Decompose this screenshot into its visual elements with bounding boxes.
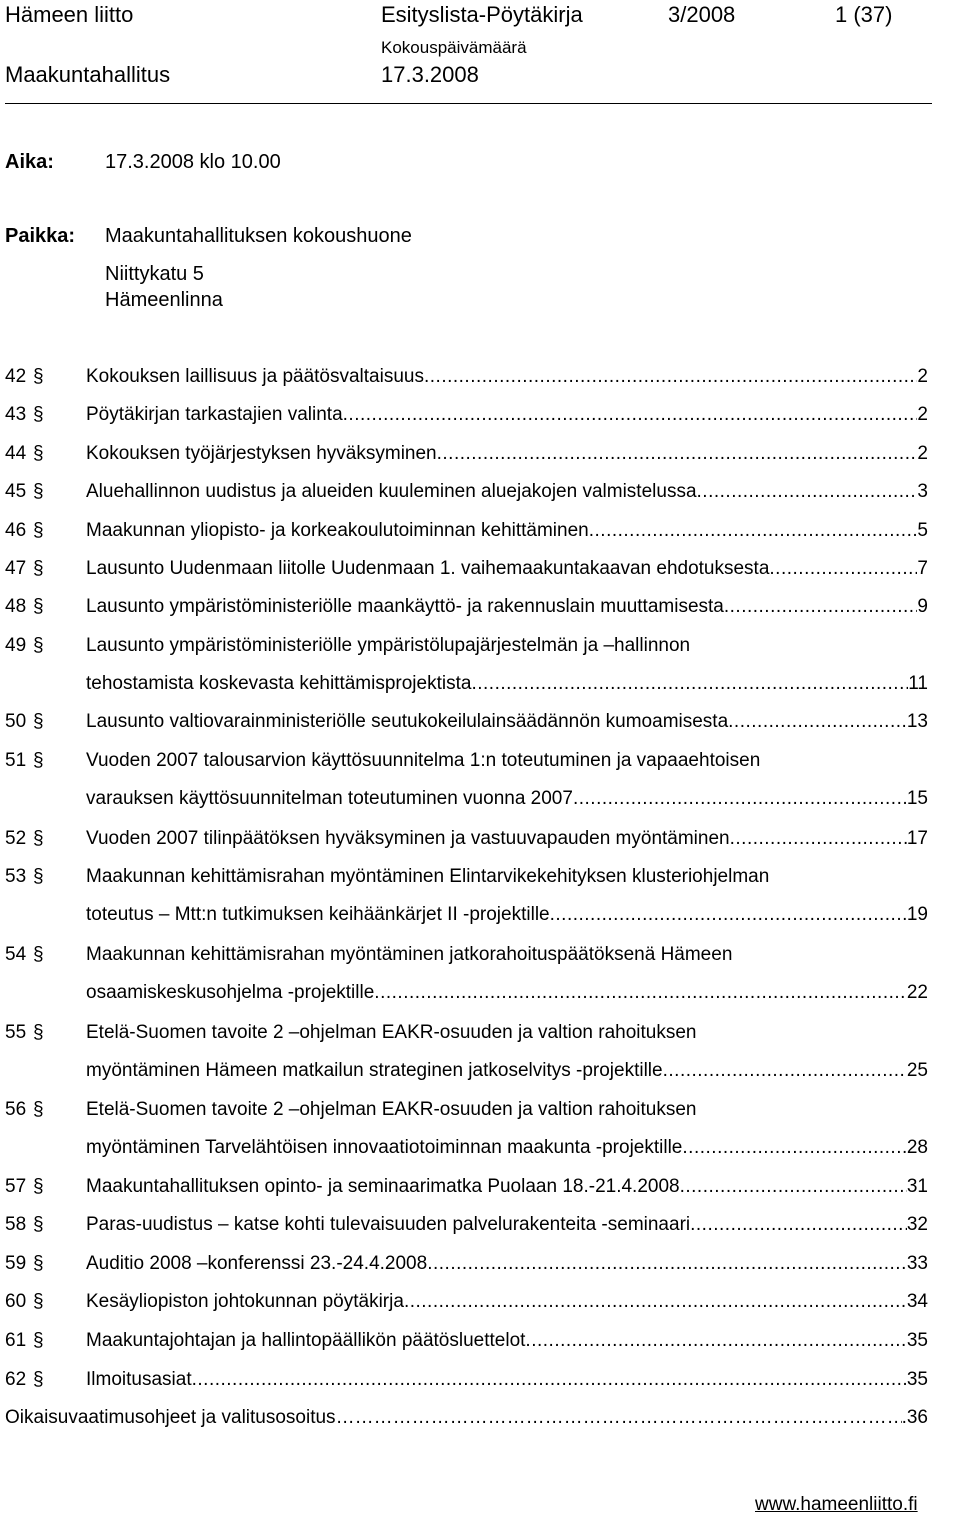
agenda-item-entry[interactable] — [86, 1329, 928, 1353]
section-sign: § — [33, 711, 44, 732]
agenda-item-page: 9 — [917, 596, 928, 617]
agenda-item-page: 17 — [906, 828, 928, 849]
place-line-1: Maakuntahallituksen kokoushuone — [105, 225, 412, 247]
agenda-item-page: 35 — [906, 1369, 928, 1390]
agenda-item-entry[interactable] — [86, 710, 928, 734]
agenda-item-title: myöntäminen Hämeen matkailun strateginen jatkoselvitys -projektille — [86, 1060, 663, 1081]
leader-dots — [728, 710, 907, 734]
agenda-item-title: Maakuntajohtajan ja hallintopäällikön päätösluettelot — [86, 1330, 526, 1351]
section-sign: § — [33, 828, 44, 849]
section-sign: § — [33, 1369, 44, 1390]
appeal-instructions-title: Oikaisuvaatimusohjeet ja valitusosoitus — [5, 1407, 336, 1428]
agenda-item-number: 56 — [5, 1099, 27, 1120]
agenda-item-page: 31 — [906, 1176, 928, 1197]
leader-dots — [589, 519, 918, 543]
header-divider — [5, 103, 932, 104]
agenda-item-entry[interactable] — [86, 827, 928, 851]
agenda-item-title: Kokouksen työjärjestyksen hyväksyminen — [86, 443, 437, 464]
appeal-instructions-page: .36 — [901, 1407, 928, 1428]
agenda-item-page: 19 — [906, 904, 928, 925]
agenda-item-title: Ilmoitusasiat — [86, 1369, 192, 1390]
time-value: 17.3.2008 klo 10.00 — [105, 151, 281, 173]
page-number: 1 (37) — [835, 2, 893, 27]
agenda-item-number: 48 — [5, 596, 27, 617]
agenda-item-number: 53 — [5, 866, 27, 887]
agenda-item-page: 13 — [906, 711, 928, 732]
leader-dots — [404, 1290, 907, 1314]
section-sign: § — [33, 1176, 44, 1197]
agenda-item-entry[interactable] — [86, 903, 928, 927]
agenda-item-number: 44 — [5, 443, 27, 464]
agenda-item-page: 32 — [906, 1214, 928, 1235]
agenda-item-title: Pöytäkirjan tarkastajien valinta — [86, 404, 343, 425]
agenda-item-number: 55 — [5, 1022, 27, 1043]
agenda-item-entry[interactable] — [86, 1368, 928, 1392]
agenda-item-number: 46 — [5, 520, 27, 541]
agenda-item-title-line: Etelä-Suomen tavoite 2 –ohjelman EAKR-osuuden ja valtion rahoituksen — [86, 1022, 697, 1043]
leader-dots — [680, 1175, 907, 1199]
section-sign: § — [33, 404, 44, 425]
leader-dots — [471, 672, 908, 696]
agenda-item-page: 5 — [917, 520, 928, 541]
agenda-item-title: Lausunto valtiovarainministeriölle seutukokeilulainsäädännön kumoamisesta — [86, 711, 729, 732]
agenda-item-entry[interactable] — [86, 1136, 928, 1160]
leader-dots — [769, 557, 917, 581]
section-sign: § — [33, 1291, 44, 1312]
agenda-item-page: 33 — [906, 1253, 928, 1274]
agenda-item-page: 35 — [906, 1330, 928, 1351]
agenda-item-number: 59 — [5, 1253, 27, 1274]
agenda-item-entry[interactable] — [86, 442, 928, 466]
agenda-item-title: Maakunnan yliopisto- ja korkeakoulutoiminnan kehittäminen — [86, 520, 589, 541]
section-sign: § — [33, 1214, 44, 1235]
appeal-instructions-entry[interactable] — [5, 1406, 928, 1430]
agenda-item-entry[interactable] — [86, 403, 928, 427]
agenda-item-title: Lausunto ympäristöministeriölle maankäyttö- ja rakennuslain muuttamisesta — [86, 596, 724, 617]
agenda-item-title: toteutus – Mtt:n tutkimuksen keihäänkärjet II -projektille — [86, 904, 550, 925]
agenda-item-entry[interactable] — [86, 1175, 928, 1199]
section-sign: § — [33, 558, 44, 579]
agenda-item-title-line: Etelä-Suomen tavoite 2 –ohjelman EAKR-osuuden ja valtion rahoituksen — [86, 1099, 697, 1120]
agenda-item-title: Kesäyliopiston johtokunnan pöytäkirja — [86, 1291, 404, 1312]
agenda-item-title-line: Maakunnan kehittämisrahan myöntäminen Elintarvikekehityksen klusteriohjelman — [86, 866, 770, 887]
agenda-item-title: tehostamista koskevasta kehittämisprojektista — [86, 673, 472, 694]
section-sign: § — [33, 635, 44, 656]
agenda-item-title-line: Lausunto ympäristöministeriölle ympäristölupajärjestelmän ja –hallinnon — [86, 635, 691, 656]
section-sign: § — [33, 1253, 44, 1274]
agenda-item-number: 61 — [5, 1330, 27, 1351]
agenda-item-page: 15 — [906, 788, 928, 809]
agenda-item-entry[interactable] — [86, 595, 928, 619]
document-number: 3/2008 — [668, 2, 736, 27]
place-line-2: Niittykatu 5 — [105, 263, 204, 285]
leader-dots — [682, 1136, 906, 1160]
section-sign: § — [33, 1022, 44, 1043]
leader-dots — [336, 1406, 902, 1430]
agenda-item-entry[interactable] — [86, 1252, 928, 1276]
agenda-item-number: 49 — [5, 635, 27, 656]
section-sign: § — [33, 596, 44, 617]
issuing-body: Maakuntahallitus — [5, 62, 171, 87]
agenda-item-page: 7 — [917, 558, 928, 579]
agenda-item-entry[interactable] — [86, 1059, 928, 1083]
agenda-item-number: 43 — [5, 404, 27, 425]
agenda-item-number: 47 — [5, 558, 27, 579]
agenda-item-page: 28 — [906, 1137, 928, 1158]
leader-dots — [730, 827, 907, 851]
leader-dots — [343, 403, 918, 427]
agenda-item-number: 62 — [5, 1369, 27, 1390]
leader-dots — [573, 787, 907, 811]
leader-dots — [374, 981, 907, 1005]
section-sign: § — [33, 944, 44, 965]
agenda-item-title: Paras-uudistus – katse kohti tulevaisuuden palvelurakenteita -seminaari — [86, 1214, 691, 1235]
leader-dots — [427, 1252, 907, 1276]
section-sign: § — [33, 1099, 44, 1120]
date-label: Kokouspäivämäärä — [381, 38, 527, 57]
agenda-item-page: 2 — [917, 366, 928, 387]
section-sign: § — [33, 866, 44, 887]
website-link[interactable]: www.hameenliitto.fi — [755, 1494, 918, 1515]
agenda-item-entry[interactable] — [86, 365, 928, 389]
section-sign: § — [33, 366, 44, 387]
leader-dots — [550, 903, 907, 927]
agenda-item-page: 2 — [917, 404, 928, 425]
agenda-item-number: 51 — [5, 750, 27, 771]
agenda-item-number: 42 — [5, 366, 27, 387]
leader-dots — [424, 365, 917, 389]
agenda-item-title: Auditio 2008 –konferenssi 23.-24.4.2008 — [86, 1253, 428, 1274]
agenda-item-number: 58 — [5, 1214, 27, 1235]
agenda-item-entry[interactable] — [86, 480, 928, 504]
section-sign: § — [33, 481, 44, 502]
agenda-item-page: 22 — [906, 982, 928, 1003]
leader-dots — [437, 442, 918, 466]
leader-dots — [192, 1368, 907, 1392]
agenda-item-title: Aluehallinnon uudistus ja alueiden kuuleminen aluejakojen valmistelussa — [86, 481, 697, 502]
agenda-item-page: 11 — [908, 673, 928, 694]
agenda-item-title: Kokouksen laillisuus ja päätösvaltaisuus — [86, 366, 424, 387]
document-type: Esityslista-Pöytäkirja — [381, 2, 583, 27]
agenda-item-title: Lausunto Uudenmaan liitolle Uudenmaan 1. vaihemaakuntakaavan ehdotuksesta — [86, 558, 770, 579]
leader-dots — [690, 1213, 907, 1237]
agenda-item-title: Vuoden 2007 tilinpäätöksen hyväksyminen ja vastuuvapauden myöntäminen — [86, 828, 730, 849]
agenda-item-entry[interactable] — [86, 672, 928, 696]
agenda-item-title: myöntäminen Tarvelähtöisen innovaatiotoiminnan maakunta -projektille — [86, 1137, 683, 1158]
agenda-item-entry[interactable] — [86, 1213, 928, 1237]
agenda-item-title: osaamiskeskusohjelma -projektille — [86, 982, 375, 1003]
agenda-item-entry[interactable] — [86, 981, 928, 1005]
agenda-item-number: 45 — [5, 481, 27, 502]
agenda-item-page: 3 — [917, 481, 928, 502]
agenda-item-page: 34 — [906, 1291, 928, 1312]
agenda-item-entry[interactable] — [86, 1290, 928, 1314]
agenda-item-page: 2 — [917, 443, 928, 464]
agenda-item-number: 54 — [5, 944, 27, 965]
agenda-item-number: 50 — [5, 711, 27, 732]
agenda-item-title: varauksen käyttösuunnitelman toteutuminen vuonna 2007 — [86, 788, 573, 809]
time-label: Aika: — [5, 151, 54, 173]
agenda-item-entry[interactable] — [86, 519, 928, 543]
agenda-item-title: Maakuntahallituksen opinto- ja seminaarimatka Puolaan 18.-21.4.2008 — [86, 1176, 680, 1197]
place-label: Paikka: — [5, 225, 76, 247]
leader-dots — [724, 595, 918, 619]
organization-name: Hämeen liitto — [5, 2, 134, 27]
section-sign: § — [33, 1330, 44, 1351]
agenda-item-number: 57 — [5, 1176, 27, 1197]
agenda-item-page: 25 — [906, 1060, 928, 1081]
agenda-item-title-line: Vuoden 2007 talousarvion käyttösuunnitelma 1:n toteutuminen ja vapaaehtoisen — [86, 750, 761, 771]
leader-dots — [697, 480, 918, 504]
place-line-3: Hämeenlinna — [105, 289, 223, 311]
leader-dots — [525, 1329, 906, 1353]
agenda-item-entry[interactable] — [86, 557, 928, 581]
meeting-date: 17.3.2008 — [381, 62, 479, 87]
section-sign: § — [33, 443, 44, 464]
section-sign: § — [33, 520, 44, 541]
agenda-item-number: 52 — [5, 828, 27, 849]
agenda-item-title-line: Maakunnan kehittämisrahan myöntäminen jatkorahoituspäätöksenä Hämeen — [86, 944, 733, 965]
section-sign: § — [33, 750, 44, 771]
leader-dots — [663, 1059, 907, 1083]
agenda-item-entry[interactable] — [86, 787, 928, 811]
agenda-item-number: 60 — [5, 1291, 27, 1312]
